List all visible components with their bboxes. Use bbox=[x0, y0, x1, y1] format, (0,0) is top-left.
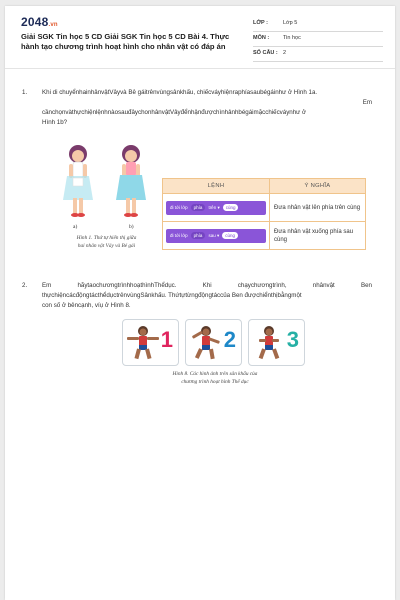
command-cell bbox=[163, 194, 270, 222]
question-line: Hình 1b? bbox=[42, 119, 68, 126]
caption-line: Hình 8. Các hình ảnh trên sân khấu của bbox=[172, 371, 258, 377]
meta-value: 2 bbox=[283, 50, 287, 56]
meta-key: LỚP : bbox=[253, 20, 268, 26]
figure-8-caption bbox=[145, 371, 285, 386]
exercise-card-3 bbox=[248, 319, 305, 366]
question-line: cầnchọnvàthựchiệnlệnhnàosauđâychonhânvậtVâyđểnhậnđượchìnhảnhbégáimặcchiếcváynhư ở bbox=[42, 109, 307, 116]
caption-line: hai nhân vật Váy và Bé gái bbox=[77, 242, 136, 249]
meta-row-class bbox=[253, 17, 383, 32]
site-logo[interactable] bbox=[21, 15, 58, 29]
meta-value: Tin học bbox=[283, 35, 301, 41]
column-header-meaning: Ý NGHĨA bbox=[270, 179, 366, 194]
block-tail: cùng bbox=[222, 232, 238, 239]
table-row bbox=[163, 222, 366, 250]
question-word: hãytaochươngtrìnhhoạthìnhThểdục. bbox=[77, 282, 177, 289]
meta-key: MÔN : bbox=[253, 35, 270, 41]
question-line: con số ở bêncạnh, víụ ở Hình 8. bbox=[42, 302, 131, 309]
sequence-number-3: 3 bbox=[286, 327, 299, 352]
ben-pose-3-image bbox=[251, 323, 287, 363]
command-cell bbox=[163, 222, 270, 250]
block-text: đi tới lớp bbox=[170, 205, 188, 210]
question-line: thựchiệncácđộngtácthểdụctrênvùngSânkhấu. Thứtựtừngđộngtáccủa Ben đượchiểnthịbằngmột bbox=[42, 292, 302, 299]
question-line bbox=[42, 281, 372, 291]
header-divider bbox=[5, 68, 395, 69]
question-word: Khi bbox=[202, 282, 212, 289]
exercise-card-1 bbox=[122, 319, 179, 366]
block-dropdown: sau ▾ bbox=[208, 232, 220, 238]
meaning-cell: Đưa nhân vật lên phía trên cùng bbox=[270, 194, 366, 222]
question-number: 1. bbox=[22, 89, 28, 96]
girl-b-image bbox=[116, 145, 146, 217]
go-to-back-layer-block bbox=[166, 229, 266, 243]
column-header-command: LỆNH bbox=[163, 179, 270, 194]
block-dropdown: trên ▾ bbox=[208, 204, 220, 210]
meta-value: Lớp 5 bbox=[283, 20, 298, 26]
question-line: Khi di chuyểnhainhânvậtVâyvà Bê gáitrênvùngsânkhấu, chiếcváyhiệnraphíasaubégáinhư ở Hình 1a. bbox=[42, 89, 318, 96]
figure-label-a: a) bbox=[73, 224, 78, 230]
table-header-row bbox=[163, 179, 366, 194]
question-word: nhânvật bbox=[312, 282, 335, 289]
sequence-number-1: 1 bbox=[160, 327, 173, 352]
figure-label-b: b) bbox=[129, 224, 134, 230]
question-number: 2. bbox=[22, 282, 28, 289]
meta-row-subject bbox=[253, 32, 383, 47]
figure-1-caption bbox=[49, 235, 164, 250]
question-text bbox=[42, 88, 372, 128]
girl-a-image bbox=[63, 145, 93, 217]
ben-pose-1-image bbox=[125, 323, 161, 363]
meta-key: SỐ CÂU : bbox=[253, 50, 278, 56]
block-tail: cùng bbox=[223, 204, 239, 211]
table-row bbox=[163, 194, 366, 222]
meta-info bbox=[253, 17, 383, 62]
meta-row-count bbox=[253, 47, 383, 62]
block-text: đi tới lớp bbox=[170, 233, 188, 238]
question-text bbox=[42, 281, 372, 311]
document-page bbox=[5, 6, 395, 600]
figure-8 bbox=[122, 319, 308, 365]
ben-pose-2-image bbox=[188, 323, 224, 363]
meaning-cell: Đưa nhân vật xuống phía sau cùng bbox=[270, 222, 366, 250]
document-title: Giải SGK Tin học 5 CD Giải SGK Tin học 5 CD Bài 4. Thực hành tạo chương trình hoạt hình cho nhân vật có đáp án bbox=[21, 32, 230, 51]
exercise-card-2 bbox=[185, 319, 242, 366]
question-word: Ben bbox=[360, 282, 372, 289]
block-pill: phía bbox=[191, 232, 206, 239]
command-table bbox=[162, 178, 366, 250]
logo-tld: .vn bbox=[48, 22, 58, 28]
question-word: Em bbox=[42, 282, 52, 289]
logo-text: 2048 bbox=[21, 15, 49, 29]
caption-line: Hình 1. Thứ tự hiển thị giữa bbox=[76, 235, 137, 241]
question-line: Em bbox=[362, 99, 372, 106]
girl-characters-illustration bbox=[53, 142, 158, 222]
go-to-front-layer-block bbox=[166, 201, 266, 215]
sequence-number-2: 2 bbox=[223, 327, 236, 352]
block-pill: phía bbox=[191, 204, 206, 211]
question-word: chạychươngtrình, bbox=[237, 282, 287, 289]
caption-line: chương trình hoạt hình Thể dục bbox=[181, 378, 249, 385]
